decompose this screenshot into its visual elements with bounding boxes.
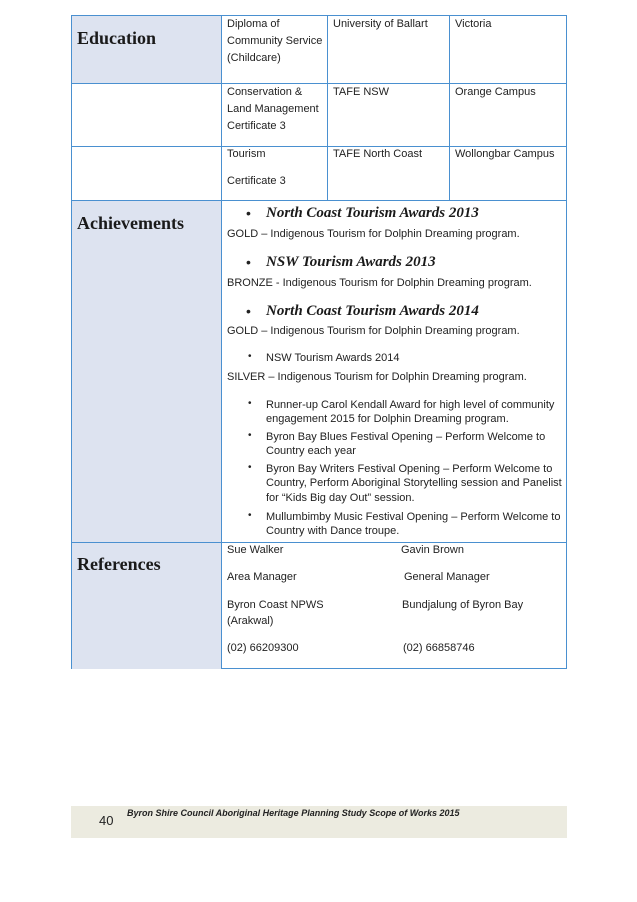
grid-line	[221, 16, 222, 668]
references-header-cell	[72, 543, 221, 669]
award-detail: GOLD – Indigenous Tourism for Dolphin Dreaming program.	[227, 228, 520, 240]
ref-phone: (02) 66858746	[403, 642, 475, 654]
bullet-icon: •	[246, 303, 251, 319]
item-line: Country each year	[266, 445, 356, 457]
achievements-heading: Achievements	[77, 213, 184, 233]
item-line: Country, Perform Aboriginal Storytelling session and Panelist	[266, 477, 562, 489]
bullet-icon: •	[248, 462, 252, 473]
location: Victoria	[455, 18, 492, 30]
item-line: for “Kids Big day Out” session.	[266, 492, 415, 504]
page-footer	[71, 806, 567, 838]
item-line: Mullumbimby Music Festival Opening – Perform Welcome to	[266, 511, 561, 523]
item-line: Byron Bay Writers Festival Opening – Perform Welcome to	[266, 463, 553, 475]
ref-name: Gavin Brown	[401, 544, 464, 556]
item-line: Byron Bay Blues Festival Opening – Perform Welcome to	[266, 431, 546, 443]
ref-org: (Arakwal)	[227, 615, 274, 627]
bullet-icon: •	[246, 254, 251, 270]
ref-name: Sue Walker	[227, 544, 284, 556]
item-line: Country with Dance troupe.	[266, 525, 400, 537]
course-line: Diploma of	[227, 18, 280, 30]
course-line: Community Service	[227, 35, 323, 47]
award-title: North Coast Tourism Awards 2014	[266, 303, 479, 319]
course-line: Certificate 3	[227, 175, 286, 187]
item-line: Runner-up Carol Kendall Award for high level of community	[266, 399, 555, 411]
education-header-cell	[72, 16, 221, 84]
page-number: 40	[99, 813, 114, 828]
award-title: North Coast Tourism Awards 2013	[266, 205, 479, 221]
course-line: (Childcare)	[227, 52, 281, 64]
ref-phone: (02) 66209300	[227, 642, 299, 654]
institution: TAFE North Coast	[333, 148, 423, 160]
bullet-icon: •	[246, 205, 251, 221]
bullet-icon: •	[248, 510, 252, 521]
ref-role: Area Manager	[227, 571, 297, 583]
bullet-icon: •	[248, 398, 252, 409]
references-heading: References	[77, 554, 161, 574]
award-detail: BRONZE - Indigenous Tourism for Dolphin Dreaming program.	[227, 277, 532, 289]
achievements-header-cell	[72, 201, 221, 543]
institution: TAFE NSW	[333, 86, 390, 98]
location: Orange Campus	[455, 86, 536, 98]
location: Wollongbar Campus	[455, 148, 555, 160]
grid-line	[72, 542, 566, 543]
footer-title: Byron Shire Council Aboriginal Heritage Planning Study Scope of Works 2015	[127, 808, 460, 818]
grid-line	[327, 16, 328, 201]
resume-table	[71, 15, 567, 669]
award-detail: SILVER – Indigenous Tourism for Dolphin Dreaming program.	[227, 371, 527, 383]
grid-line	[449, 16, 450, 201]
course-line: Conservation &	[227, 86, 303, 98]
institution: University of Ballart	[333, 18, 428, 30]
award-title: NSW Tourism Awards 2013	[266, 254, 436, 270]
course-line: Land Management	[227, 103, 319, 115]
course-line: Certificate 3	[227, 120, 286, 132]
course-line: Tourism	[227, 148, 266, 160]
ref-org: Bundjalung of Byron Bay	[402, 599, 524, 611]
award-detail: GOLD – Indigenous Tourism for Dolphin Dreaming program.	[227, 325, 520, 337]
bullet-icon: •	[248, 430, 252, 441]
education-heading: Education	[77, 28, 157, 48]
item-line: engagement 2015 for Dolphin Dreaming program.	[266, 413, 509, 425]
bullet-icon: •	[248, 351, 252, 362]
ref-org: Byron Coast NPWS	[227, 599, 324, 611]
ref-role: General Manager	[404, 571, 490, 583]
award-title: NSW Tourism Awards 2014	[266, 352, 400, 364]
grid-line	[72, 200, 566, 201]
